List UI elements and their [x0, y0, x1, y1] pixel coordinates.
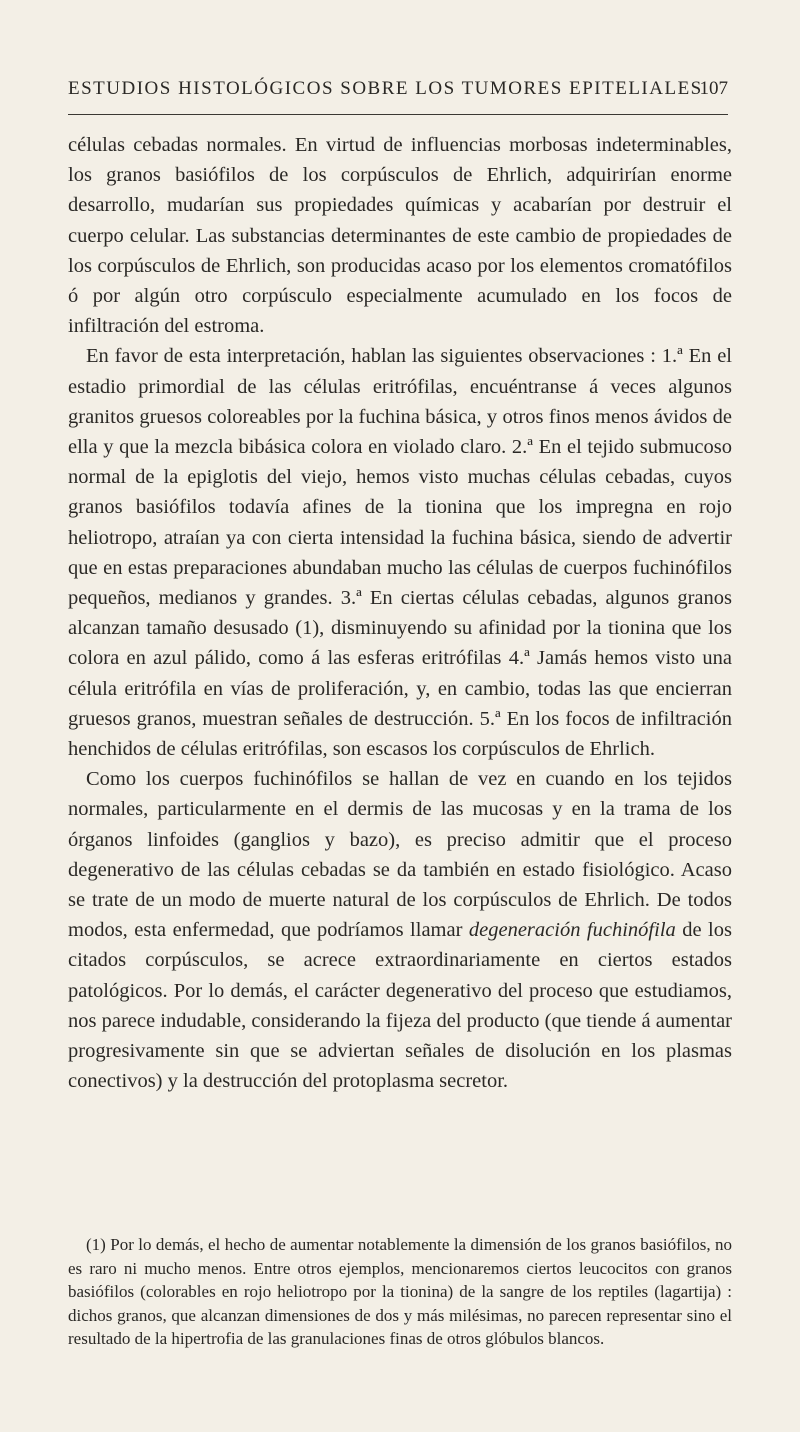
page-number: 107: [699, 78, 728, 99]
footnote: [68, 1233, 732, 1351]
header-rule: [68, 114, 728, 115]
body-text: [68, 130, 732, 1097]
paragraph-3-end: de los citados corpúsculos, se acrece extraordinariamente en ciertos estados patológicos. Por lo demás, el carácter degenerativo del proceso que estudiamos, nos parece indudable, considerando la fijeza del producto (que tiende á aumentar progresivamente sin que se adviertan señales de disolución en los plasmas conectivos) y la destrucción del protoplasma secretor.: [68, 919, 732, 1093]
running-title: ESTUDIOS HISTOLÓGICOS SOBRE LOS TUMORES EPITELIALES: [68, 78, 703, 99]
running-header: [68, 78, 728, 100]
paragraph-1: células cebadas normales. En virtud de influencias morbosas indeterminables, los granos basiófilos de los corpúsculos de Ehrlich, adquirirían enorme desarrollo, mudarían sus propiedades químicas y acabarían por destruir el cuerpo celular. Las substancias determinantes de este cambio de propiedades de los corpúsculos de Ehrlich, son producidas acaso por los elementos cromatófilos ó por algún otro corpúsculo especialmente acumulado en los focos de infiltración del estroma.: [68, 134, 732, 338]
paragraph-3-start: Como los cuerpos fuchinófilos se hallan de vez en cuando en los tejidos normales, particularmente en el dermis de las mucosas y en la trama de los órganos linfoides (ganglios y bazo), es preciso admitir que el proceso degenerativo de las células cebadas se da también en estado fisiológico. Acaso se trate de un modo de muerte natural de los corpúsculos de Ehrlich. De todos modos, esta enfermedad, que podríamos llamar: [68, 768, 732, 942]
paragraph-3: [68, 764, 732, 1096]
footnote-text: (1) Por lo demás, el hecho de aumentar notablemente la dimensión de los granos basiófilos, no es raro ni mucho menos. Entre otros ejemplos, mencionaremos ciertos leucocitos con granos basiófilos (colorables en rojo heliotropo por la tionina) de la sangre de los reptiles (lagartija) : dichos granos, que alcanzan dimensiones de dos y más milésimas, no parecen representar sino el resultado de la hipertrofia de las granulaciones finas de otros glóbulos blancos.: [68, 1235, 732, 1349]
italic-term: degeneración fuchinófila: [468, 919, 676, 942]
paragraph-2: En favor de esta interpretación, hablan las siguientes observaciones : 1.ª En el estadio primordial de las células eritrófilas, encuéntranse á veces algunos granitos gruesos coloreables por la fuchina básica, y otros finos menos ávidos de ella y que la mezcla bibásica colora en violado claro. 2.ª En el tejido submucoso normal de la epiglotis del viejo, hemos visto muchas células cebadas, cuyos granos basiófilos todavía afines de la tionina que los impregna en rojo heliotropo, atraían ya con cierta intensidad la fuchina básica, siendo de advertir que en estas preparaciones abundaban mucho las células de cuerpos fuchinófilos pequeños, medianos y grandes. 3.ª En ciertas células cebadas, algunos granos alcanzan tamaño desusado (1), disminuyendo su afinidad por la tionina que los colora en azul pálido, como á las esferas eritrófilas 4.ª Jamás hemos visto una célula eritrófila en vías de proliferación, y, en cambio, todas las que encierran gruesos granos, muestran señales de destrucción. 5.ª En los focos de infiltración henchidos de células eritrófilas, son escasos los corpúsculos de Ehrlich.: [68, 345, 732, 761]
